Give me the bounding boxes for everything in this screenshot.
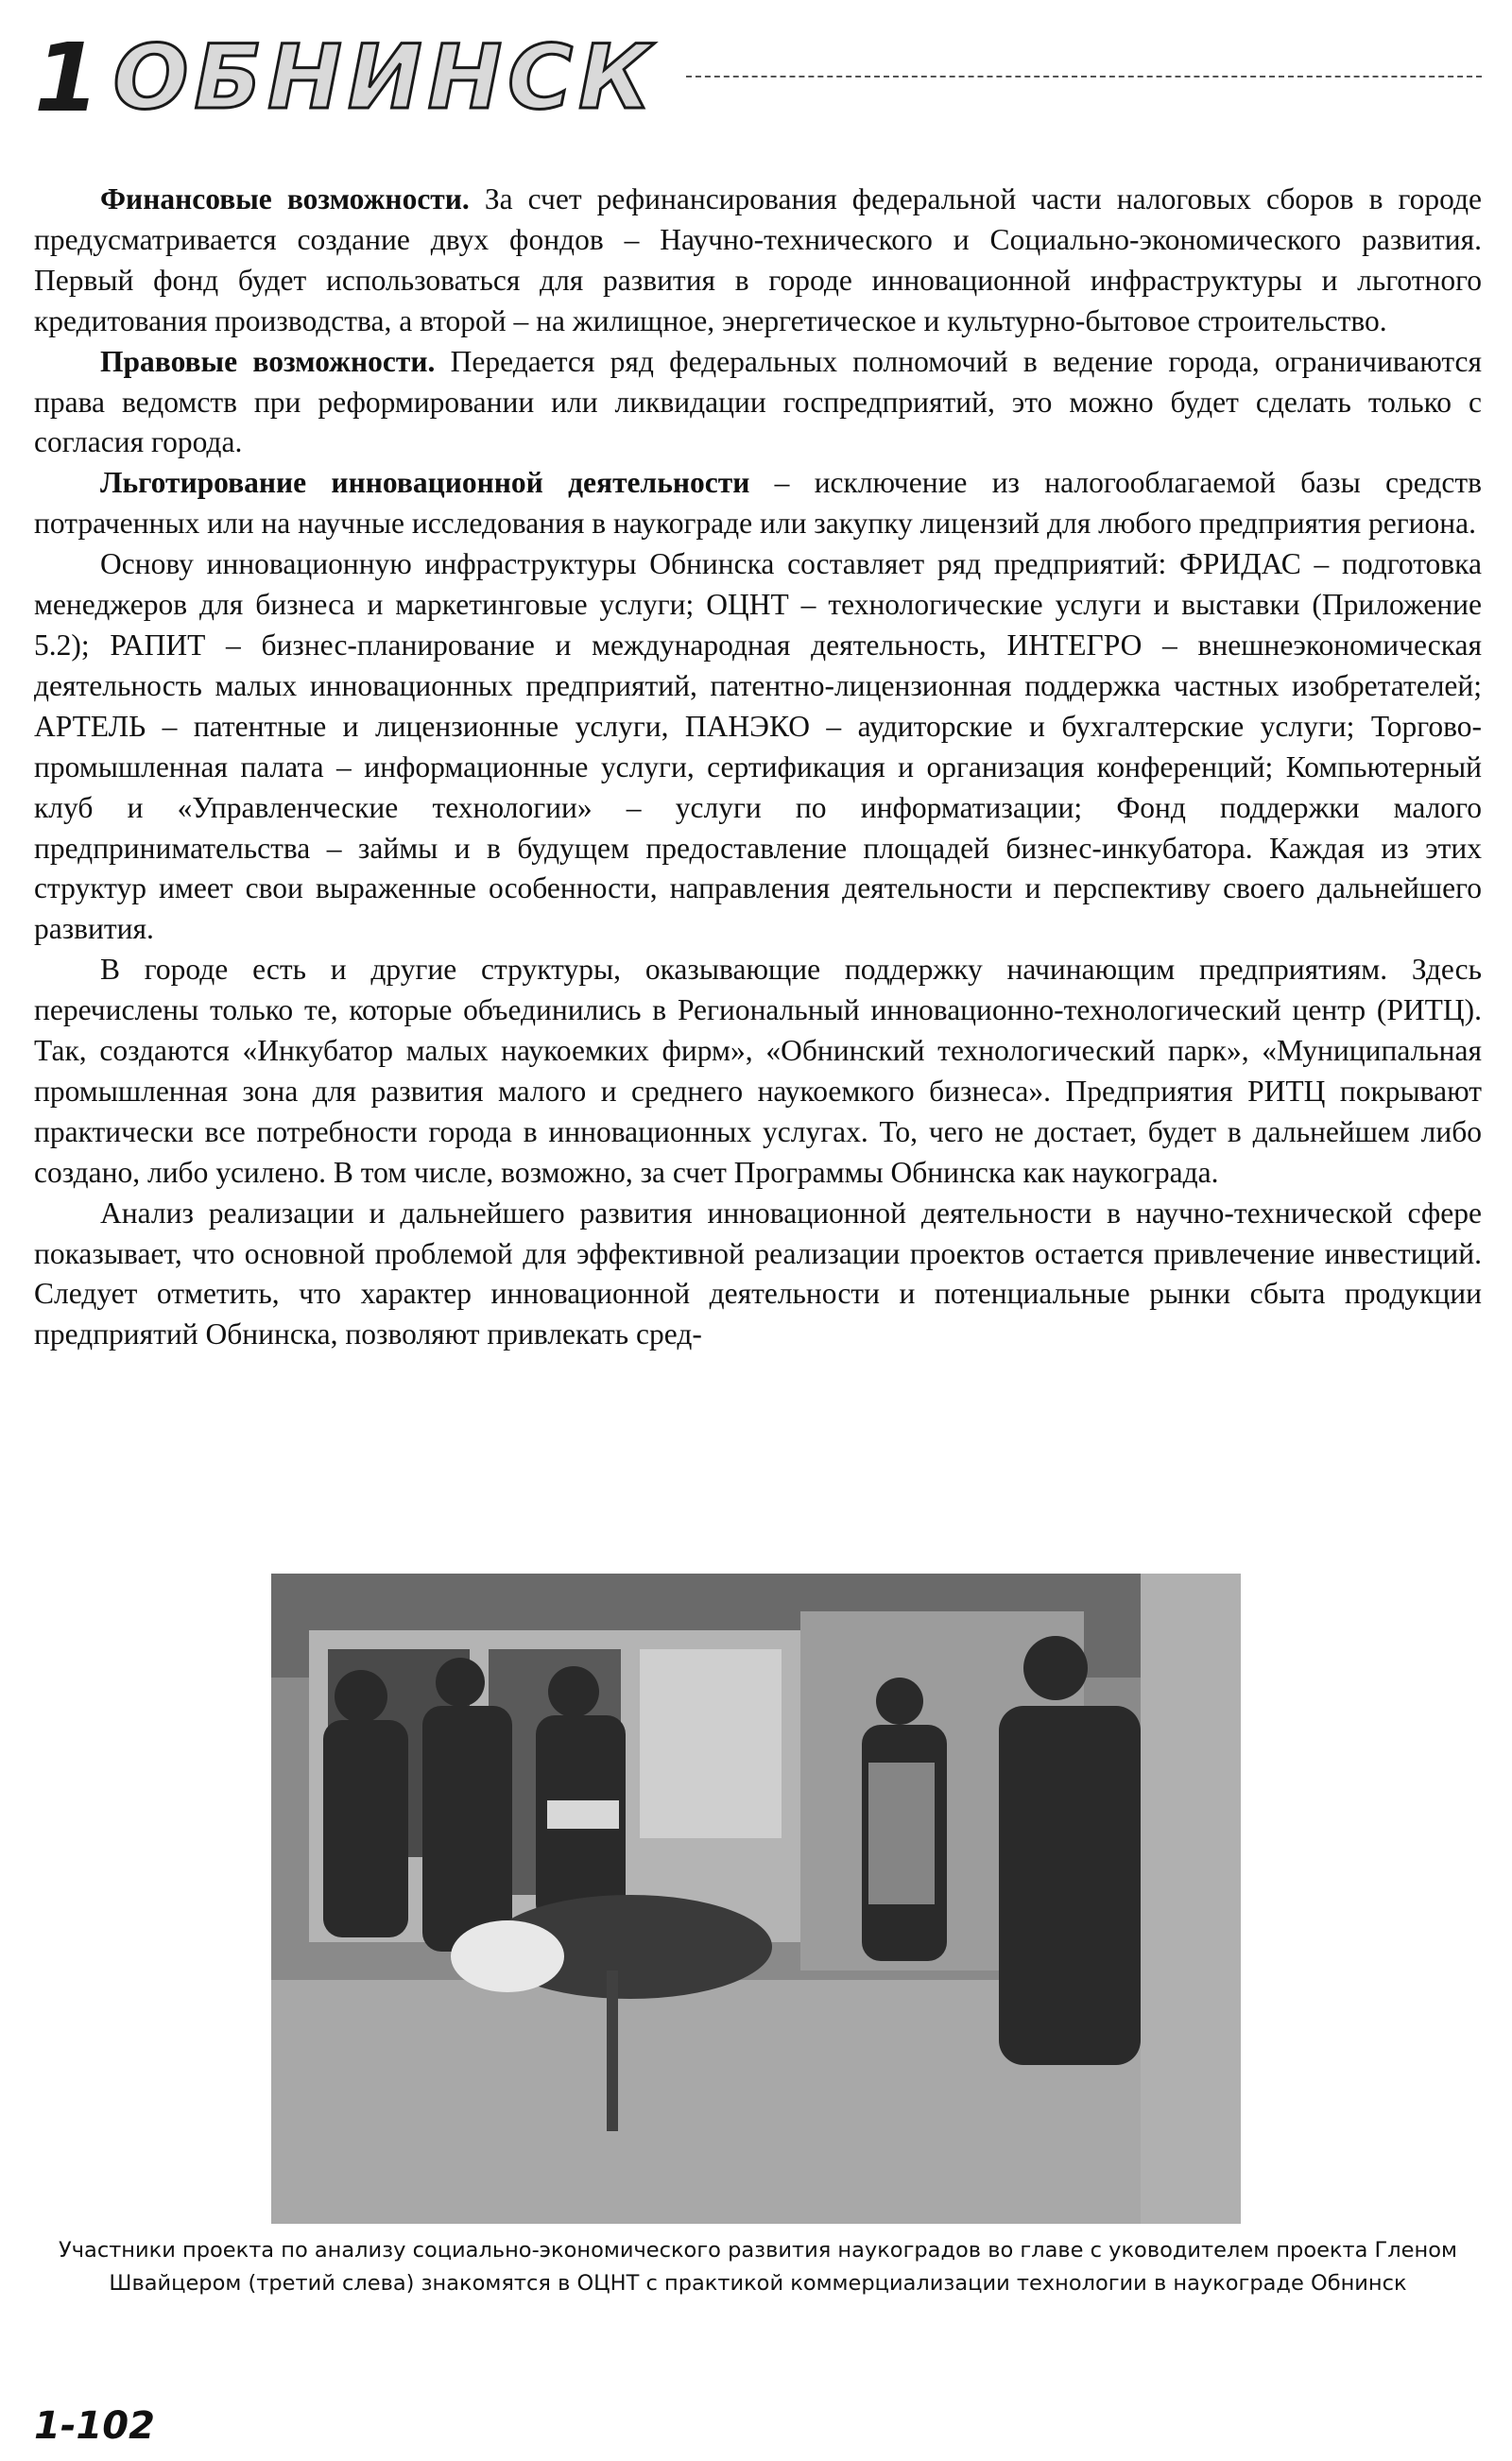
photo-caption: Участники проекта по анализу социально-экономического развития наукоградов во главе с уководителем проекта Гленом Швайцером (третий слева) знакомятся в ОЦНТ с практикой коммерциализации технологии в наукограде Обнинск bbox=[59, 2238, 1457, 2296]
page-number: 1-102 bbox=[34, 2404, 155, 2448]
paragraph-text: Основу инновационную инфраструктуры Обнинска составляет ряд предприятий: ФРИДАС – подготовка менеджеров для бизнеса и маркетинговые услуги; ОЦНТ – технологические услуги и выставки (Приложение 5.2); РАПИТ – бизнес-планирование и международная деятельность, ИНТЕГРО – внешнеэкономическая деятельность малых инновационных предприятий, патентно-лицензионная поддержка частных изобретателей; АРТЕЛЬ – патентные и лицензионные услуги, ПАНЭКО – аудиторские и бухгалтерские услуги; Торгово-промышленная палата – информационные услуги, сертификация и организация конференций; Компьютерный клуб и «Управленческие технологии» – услуги по информатизации; Фонд поддержки малого предпринимательства – займы и в будущем предоставление площадей бизнес-инкубатора. Каждая из этих структур имеет свои выраженные особенности, направления деятельности и перспективу своего дальнейшего развития. bbox=[34, 547, 1482, 946]
paragraph-lead: Льготирование инновационной деятельности bbox=[100, 466, 750, 500]
chapter-number: 1 bbox=[34, 23, 100, 133]
paragraph-financial bbox=[34, 180, 1482, 342]
chapter-title: ОБНИНСК bbox=[112, 26, 657, 129]
exhibition-photo bbox=[271, 1574, 1241, 2224]
paragraph-investment bbox=[34, 1194, 1482, 1356]
photo-illustration bbox=[271, 1574, 1241, 2224]
paragraph-infrastructure bbox=[34, 544, 1482, 950]
header-rule bbox=[686, 76, 1482, 77]
paragraph-lead: Финансовые возможности. bbox=[100, 182, 470, 215]
chapter-heading bbox=[34, 23, 657, 133]
article-body bbox=[34, 180, 1482, 1355]
paragraph-ritc bbox=[34, 950, 1482, 1193]
paragraph-legal bbox=[34, 342, 1482, 464]
paragraph-tax-benefits bbox=[34, 463, 1482, 544]
chapter-header bbox=[34, 23, 1482, 133]
paragraph-text: В городе есть и другие структуры, оказывающие поддержку начинающим предприятиям. Здесь перечислены только те, которые объединились в Региональный инновационно-технологический центр (РИТЦ). Так, создаются «Инкубатор малых наукоемких фирм», «Обнинский технологический парк», «Муниципальная промышленная зона для развития малого и среднего наукоемкого бизнеса». Предприятия РИТЦ покрывают практически все потребности города в инновационных услугах. То, чего не достает, будет в дальнейшем либо создано, либо усилено. В том числе, возможно, за счет Программы Обнинска как наукограда. bbox=[34, 953, 1482, 1189]
paragraph-text: Передается ряд федеральных полномочий в ведение города, ограничиваются права ведомств при реформировании или ликвидации госпредприятий, это можно будет сделать только с согласия города. bbox=[34, 344, 1482, 459]
paragraph-text: Анализ реализации и дальнейшего развития инновационной деятельности в научно-технической сфере показывает, что основной проблемой для эффективной реализации проектов остается привлечение инвестиций. Следует отметить, что характер инновационной деятельности и потенциальные рынки сбыта продукции предприятий Обнинска, позволяют привлекать сред- bbox=[34, 1196, 1482, 1351]
paragraph-text: За счет рефинансирования федеральной части налоговых сборов в городе предусматривается создание двух фондов – Научно-технического и Социально-экономического развития. Первый фонд будет использоваться для развития в городе инновационной инфраструктуры и льготного кредитования производства, а второй – на жилищное, энергетическое и культурно-бытовое строительство. bbox=[34, 182, 1482, 337]
paragraph-lead: Правовые возможности. bbox=[100, 344, 436, 378]
paragraph-text: – исключение из налогооблагаемой базы средств потраченных или на научные исследования в наукограде или закупку лицензий для любого предприятия региона. bbox=[34, 466, 1482, 541]
